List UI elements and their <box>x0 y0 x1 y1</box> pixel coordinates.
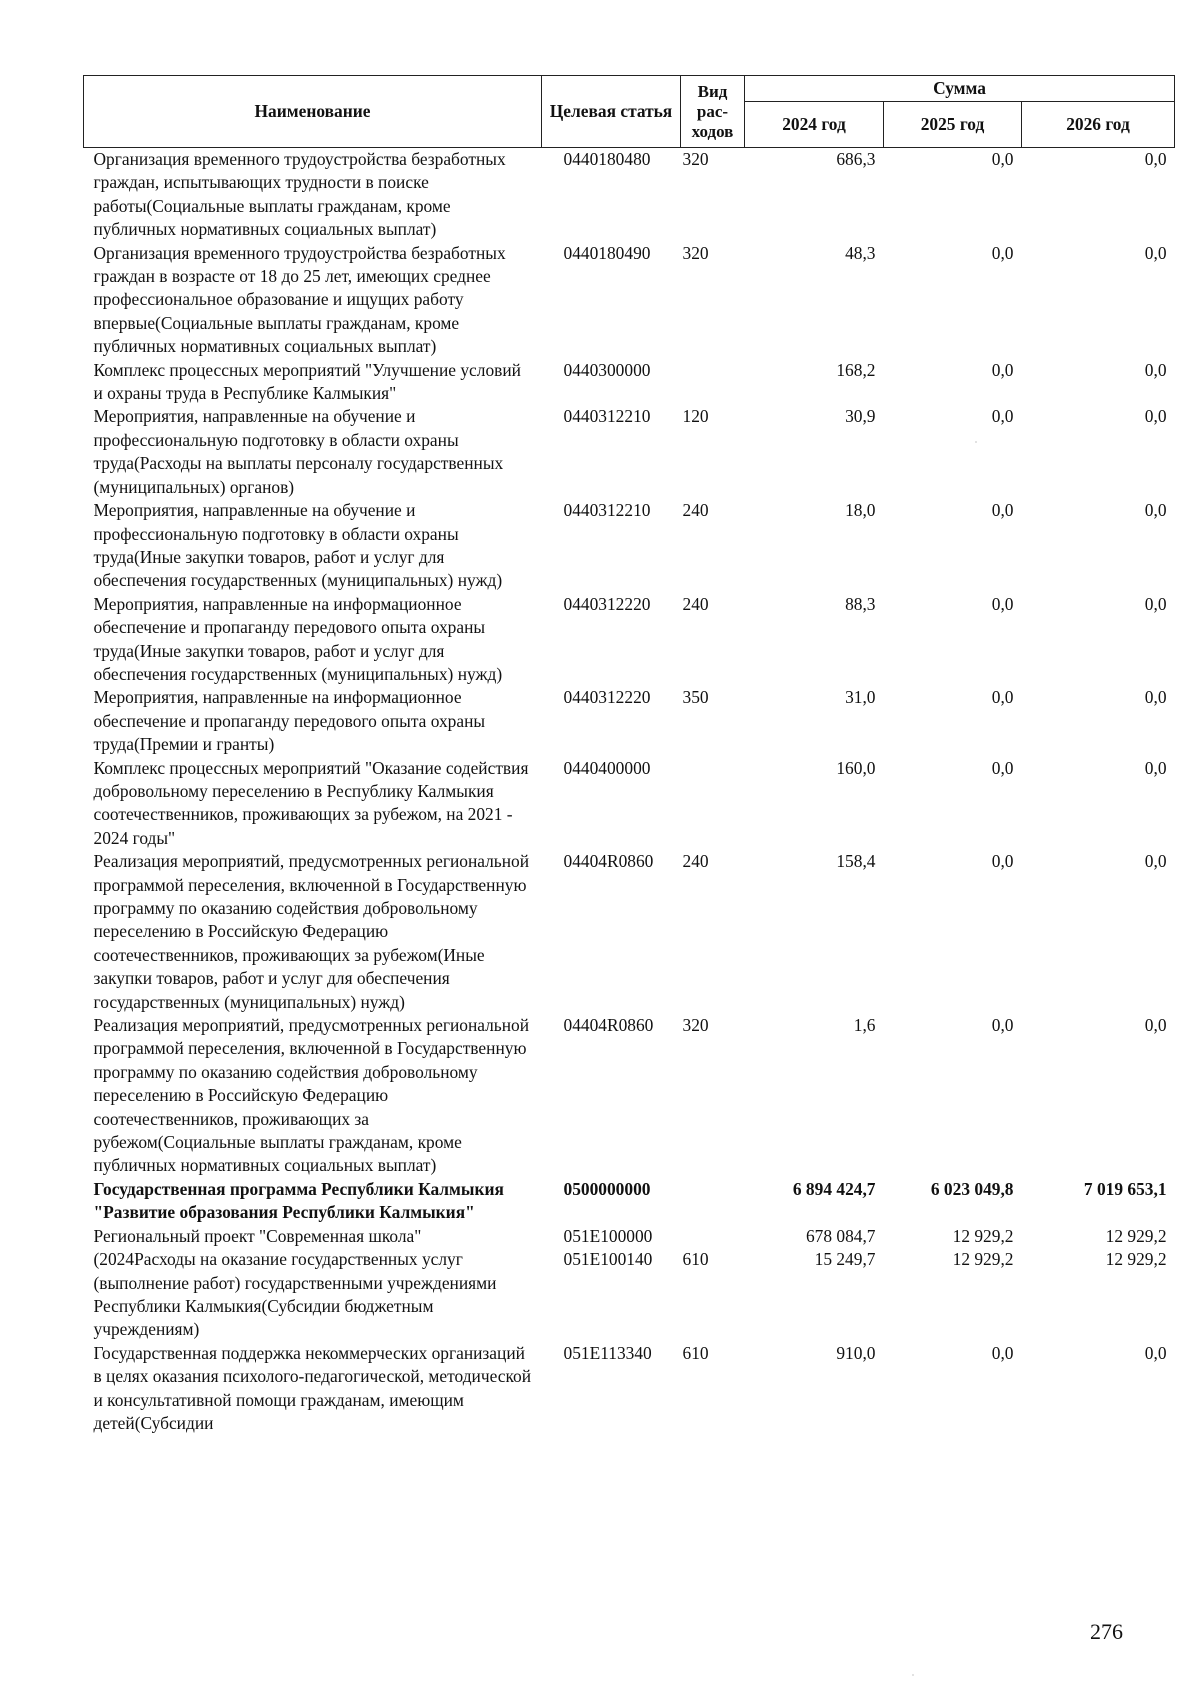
cell-sum-2026: 0,0 <box>1144 1015 1167 1036</box>
header-year-2025: 2025 год <box>884 102 1022 148</box>
cell-target-article: 051E100140 <box>563 1249 653 1270</box>
cell-sum-2025: 12 929,2 <box>952 1225 1014 1246</box>
cell-expense-type: 610 <box>682 1342 709 1363</box>
cell-target-article: 0500000000 <box>563 1178 651 1199</box>
cell-expense-type <box>681 1225 745 1248</box>
cell-name: Организация временного трудоустройства безработных граждан в возрасте от 18 до 25 лет, имеющих среднее профессиональное образование и ищущих работу впервые(Социальные выплаты гражданам, кроме публичных нормативных социальных выплат) <box>93 242 506 357</box>
cell-target-article: 04404R0860 <box>563 851 654 872</box>
cell-target-article: 04404R0860 <box>563 1015 654 1036</box>
cell-sum-2025: 0,0 <box>991 851 1014 872</box>
cell-target-article: 0440400000 <box>563 757 651 778</box>
cell-name: Мероприятия, направленные на информационное обеспечение и пропаганду передового опыта охраны труда(Премии и гранты) <box>93 687 486 755</box>
page-number: 276 <box>1090 1619 1123 1644</box>
cell-sum-2024: 6 894 424,7 <box>792 1178 876 1199</box>
table-row <box>84 242 1175 359</box>
table-row <box>84 499 1175 593</box>
table-row <box>84 405 1175 499</box>
cell-sum-2026: 0,0 <box>1144 500 1167 521</box>
cell-sum-2026: 0,0 <box>1144 851 1167 872</box>
cell-target-article: 051E100000 <box>563 1225 653 1246</box>
table-header <box>84 76 1175 148</box>
cell-sum-2024: 15 249,7 <box>814 1249 876 1270</box>
cell-sum-2024: 88,3 <box>845 593 876 614</box>
table-row <box>84 1248 1175 1342</box>
cell-target-article: 0440312210 <box>563 500 651 521</box>
cell-sum-2026: 0,0 <box>1144 1342 1167 1363</box>
cell-expense-type: 350 <box>682 687 709 708</box>
cell-sum-2026: 7 019 653,1 <box>1083 1178 1167 1199</box>
cell-sum-2025: 6 023 049,8 <box>930 1178 1014 1199</box>
cell-sum-2024: 158,4 <box>836 851 876 872</box>
cell-name: Комплекс процессных мероприятий "Оказание содействия добровольному переселению в Республику Калмыкия соотечественников, проживающих за рубежом, на 2021 - 2024 годы" <box>93 757 529 848</box>
cell-name: Мероприятия, направленные на обучение и профессиональную подготовку в области охраны труда(Иные закупки товаров, работ и услуг для обеспечения государственных (муниципальных) нужд) <box>93 500 503 591</box>
cell-sum-2025: 12 929,2 <box>952 1249 1014 1270</box>
cell-name: Государственная программа Республики Калмыкия "Развитие образования Республики Калмыкия" <box>93 1178 504 1223</box>
cell-sum-2025: 0,0 <box>991 500 1014 521</box>
cell-sum-2024: 1,6 <box>853 1015 876 1036</box>
cell-expense-type: 610 <box>682 1249 709 1270</box>
table-row <box>84 1178 1175 1225</box>
table-row <box>84 850 1175 1014</box>
cell-sum-2024: 31,0 <box>845 687 876 708</box>
cell-sum-2024: 910,0 <box>836 1342 876 1363</box>
cell-target-article: 051E113340 <box>563 1342 652 1363</box>
cell-sum-2025: 0,0 <box>991 1342 1014 1363</box>
scan-speck <box>975 441 977 443</box>
cell-sum-2025: 0,0 <box>991 593 1014 614</box>
cell-sum-2026: 0,0 <box>1144 757 1167 778</box>
cell-expense-type: 240 <box>682 593 709 614</box>
table-body <box>84 148 1175 1436</box>
table-row <box>84 359 1175 406</box>
cell-sum-2026: 0,0 <box>1144 149 1167 169</box>
cell-sum-2024: 678 084,7 <box>805 1225 876 1246</box>
cell-sum-2026: 0,0 <box>1144 593 1167 614</box>
cell-sum-2025: 0,0 <box>991 242 1014 263</box>
cell-sum-2024: 18,0 <box>845 500 876 521</box>
cell-expense-type: 320 <box>682 242 709 263</box>
budget-table <box>83 75 1175 1435</box>
cell-sum-2024: 48,3 <box>845 242 876 263</box>
cell-sum-2026: 0,0 <box>1144 406 1167 427</box>
cell-sum-2026: 0,0 <box>1144 687 1167 708</box>
table-row <box>84 1014 1175 1178</box>
cell-name: Комплекс процессных мероприятий "Улучшение условий и охраны труда в Республике Калмыкия" <box>93 359 521 404</box>
cell-name: Мероприятия, направленные на обучение и профессиональную подготовку в области охраны труда(Расходы на выплаты персоналу государственных (муниципальных) органов) <box>93 406 504 497</box>
cell-sum-2026: 0,0 <box>1144 242 1167 263</box>
cell-expense-type <box>681 359 745 406</box>
header-name: Наименование <box>84 76 542 148</box>
cell-name: Региональный проект "Современная школа" <box>93 1225 422 1246</box>
cell-expense-type: 120 <box>682 406 709 427</box>
table-row <box>84 1342 1175 1436</box>
cell-expense-type: 240 <box>682 500 709 521</box>
header-sum: Сумма <box>745 76 1175 102</box>
cell-expense-type: 240 <box>682 851 709 872</box>
table-row <box>84 1225 1175 1248</box>
scan-speck <box>912 1674 914 1676</box>
cell-sum-2026: 12 929,2 <box>1105 1249 1167 1270</box>
header-year-2024: 2024 год <box>745 102 884 148</box>
cell-name: Государственная поддержка некоммерческих организаций в целях оказания психолого-педагогической, методической и консультативной помощи гражданам, имеющим детей(Субсидии <box>93 1342 532 1433</box>
cell-sum-2024: 30,9 <box>845 406 876 427</box>
cell-target-article: 0440312220 <box>563 593 651 614</box>
table-row <box>84 757 1175 851</box>
header-expense-type: Вид рас-ходов <box>681 76 745 148</box>
cell-sum-2026: 12 929,2 <box>1105 1225 1167 1246</box>
cell-expense-type: 320 <box>682 149 709 169</box>
cell-sum-2024: 686,3 <box>836 149 876 169</box>
cell-name: (2024Расходы на оказание государственных услуг (выполнение работ) государственными учреждениями Республики Калмыкия(Субсидии бюджетным учреждениям) <box>93 1249 497 1340</box>
cell-name: Реализация мероприятий, предусмотренных региональной программой переселения, включенной в Государственную программу по оказанию содействия добровольному переселению в Российскую Федерацию соотечественников, проживающих за рубежом(Социальные выплаты гражданам, кроме публичных нормативных социальных выплат) <box>93 1015 530 1176</box>
cell-target-article: 0440180490 <box>563 242 651 263</box>
cell-sum-2025: 0,0 <box>991 359 1014 380</box>
table-row <box>84 148 1175 242</box>
cell-target-article: 0440312210 <box>563 406 651 427</box>
cell-target-article: 0440300000 <box>563 359 651 380</box>
header-target-article: Целевая статья <box>542 76 681 148</box>
header-year-2026: 2026 год <box>1022 102 1175 148</box>
cell-sum-2025: 0,0 <box>991 687 1014 708</box>
cell-target-article: 0440312220 <box>563 687 651 708</box>
table-row <box>84 593 1175 687</box>
cell-name: Реализация мероприятий, предусмотренных региональной программой переселения, включенной в Государственную программу по оказанию содействия добровольному переселению в Российскую Федерацию соотечественников, проживающих за рубежом(Иные закупки товаров, работ и услуг для обеспечения государственных (муниципальных) нужд) <box>93 851 530 1012</box>
cell-expense-type <box>681 757 745 851</box>
cell-sum-2025: 0,0 <box>991 406 1014 427</box>
cell-sum-2025: 0,0 <box>991 757 1014 778</box>
cell-sum-2024: 160,0 <box>836 757 876 778</box>
cell-name: Организация временного трудоустройства безработных граждан, испытывающих трудности в поиске работы(Социальные выплаты гражданам, кроме публичных нормативных социальных выплат) <box>93 149 506 240</box>
cell-sum-2024: 168,2 <box>836 359 876 380</box>
cell-sum-2026: 0,0 <box>1144 359 1167 380</box>
cell-sum-2025: 0,0 <box>991 149 1014 169</box>
cell-expense-type <box>681 1178 745 1225</box>
cell-sum-2025: 0,0 <box>991 1015 1014 1036</box>
cell-expense-type: 320 <box>682 1015 709 1036</box>
table-row <box>84 686 1175 756</box>
cell-name: Мероприятия, направленные на информационное обеспечение и пропаганду передового опыта охраны труда(Иные закупки товаров, работ и услуг для обеспечения государственных (муниципальных) нужд) <box>93 593 503 684</box>
cell-target-article: 0440180480 <box>563 149 651 169</box>
